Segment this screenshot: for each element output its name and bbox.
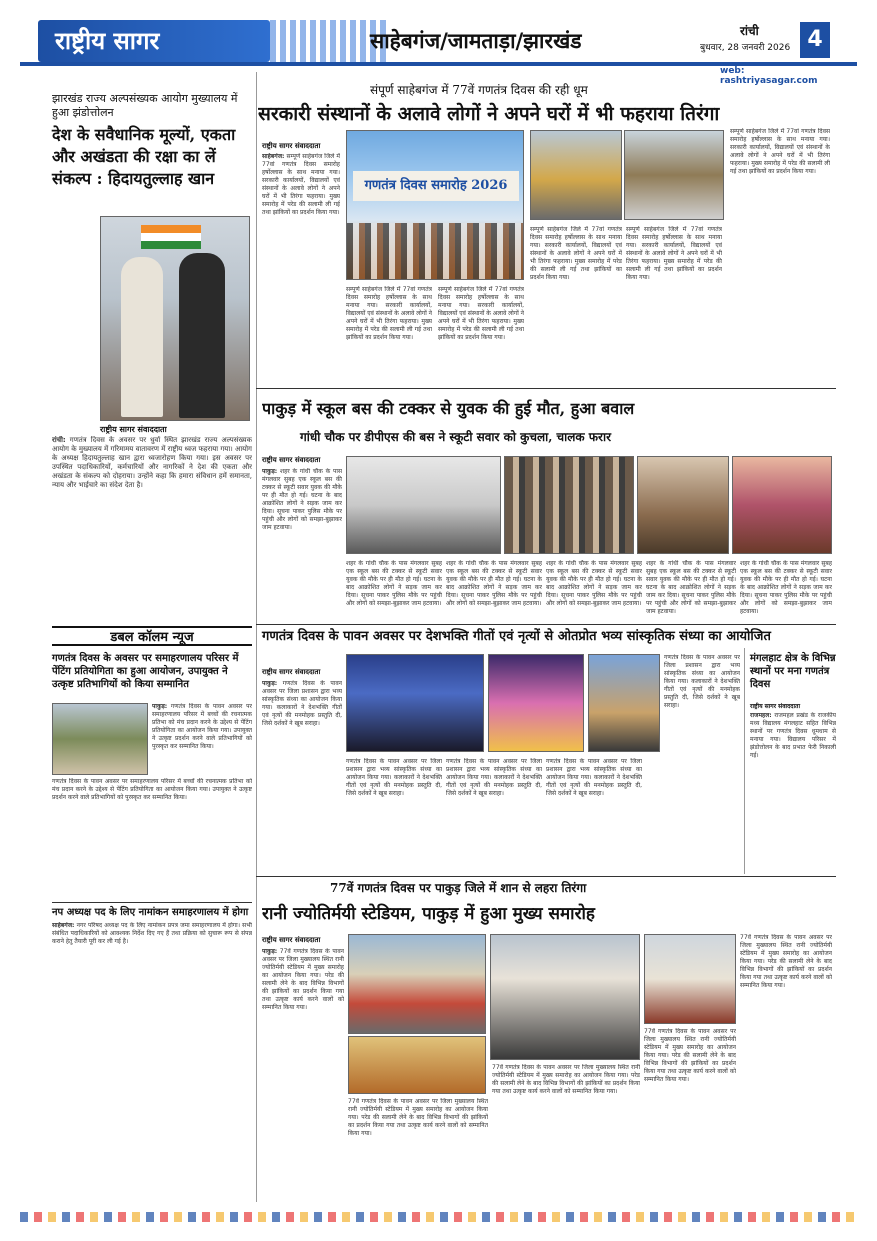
story2-photo-protest [637,456,729,554]
story4-byline: राष्ट्रीय सागर संवाददाता [262,936,321,944]
story3-body-text-3: गणतंत्र दिवस के पावन अवसर पर जिला प्रशासन द्वारा भव्य सांस्कृतिक संध्या का आयोजन किया गया। कलाकारों ने देशभक्ति गीतों एवं नृत्यों की मनमोहक प्रस्तुति दी, जिसे दर्शकों ने खूब सराहा। [446,758,542,797]
story4-body-text-3: 77वें गणतंत्र दिवस के पावन अवसर पर जिला मुख्यालय स्थित रानी ज्योतिर्मयी स्टेडियम में मुख्य समारोह का आयोजन किया गया। परेड की सलामी लेने के बाद विभिन्न विभागों की झांकियों का प्रदर्शन किया गया तथा उत्कृष्ट कार्य करने वालों को सम्मानित किया गया। [492,1064,640,1095]
main-body-col4 [530,226,622,382]
story4-dateline: पाकुड़: [262,948,278,955]
story3-body-text-5: गणतंत्र दिवस के पावन अवसर पर जिला प्रशासन द्वारा भव्य सांस्कृतिक संध्या का आयोजन किया गया। कलाकारों ने देशभक्ति गीतों एवं नृत्यों की मनमोहक प्रस्तुति दी, जिसे दर्शकों ने खूब सराहा। [664,654,740,709]
left-kicker: झारखंड राज्य अल्पसंख्यक आयोग मुख्यालय में हुआ झंडोत्तोलन [52,92,238,119]
story2-body-col3 [446,560,542,620]
dc-item2-body-text: नगर परिषद अध्यक्ष पद के लिए नामांकन प्रपत्र जमा समाहरणालय में होगा। सभी संबंधित पदाधिकारियों को आवश्यक निर्देश दिए गए हैं तथा प्रक्रिया को सुचारू रूप से संपन्न कराने हेतु तैयारी पूरी कर ली गई है। [52,922,252,945]
story4-photo-award [644,934,736,1024]
dc-item1-body [152,703,252,775]
left-photo [100,216,250,421]
story3-byline: राष्ट्रीय सागर संवाददाता [262,668,321,676]
story2-body-col5 [646,560,736,620]
left-body [52,436,252,621]
side-headline: मंगलहाट क्षेत्र के विभिन्न स्थानों पर मना गणतंत्र दिवस [750,653,836,690]
story2-body-text-5: शहर के गांधी चौक के पास मंगलवार सुबह एक स्कूल बस की टक्कर से स्कूटी सवार युवक की मौके पर ही मौत हो गई। घटना के बाद आक्रोशित लोगों ने सड़क जाम कर दिया। सूचना पाकर पुलिस मौके पर पहुंची और लोगों को समझा-बुझाकर जाम हटवाया। [646,560,736,615]
story3-body-text: गणतंत्र दिवस के पावन अवसर पर जिला प्रशासन द्वारा भव्य सांस्कृतिक संध्या का आयोजन किया गया। कलाकारों ने देशभक्ति गीतों एवं नृत्यों की मनमोहक प्रस्तुति दी, जिसे दर्शकों ने खूब सराहा। [262,680,342,727]
left-photo-person-2 [179,253,225,418]
masthead-title: राष्ट्रीय सागर [55,26,160,55]
main-body-text-2: सम्पूर्ण साहेबगंज जिले में 77वां गणतंत्र दिवस समारोह हर्षोल्लास के साथ मनाया गया। सरकारी कार्यालयों, विद्यालयों एवं संस्थानों के अलावे लोगों ने अपने घरों में भी तिरंगा फहराया। मुख्य समारोह में परेड की सलामी ली गई तथा झांकियों का प्रदर्शन किया गया। [346,286,432,341]
side-byline: राष्ट्रीय सागर संवाददाता [750,703,801,710]
story2-body-text-3: शहर के गांधी चौक के पास मंगलवार सुबह एक स्कूल बस की टक्कर से स्कूटी सवार युवक की मौके पर ही मौत हो गई। घटना के बाद आक्रोशित लोगों ने सड़क जाम कर दिया। सूचना पाकर पुलिस मौके पर पहुंची और लोगों को समझा-बुझाकर जाम हटवाया। [446,560,542,607]
main-body-text-3: सम्पूर्ण साहेबगंज जिले में 77वां गणतंत्र दिवस समारोह हर्षोल्लास के साथ मनाया गया। सरकारी कार्यालयों, विद्यालयों एवं संस्थानों के अलावे लोगों ने अपने घरों में भी तिरंगा फहराया। मुख्य समारोह में परेड की सलामी ली गई तथा झांकियों का प्रदर्शन किया गया। [438,286,524,341]
story4-body-col1 [262,948,344,1206]
side-body [750,712,836,872]
dc-item1-body-text-2: गणतंत्र दिवस के पावन अवसर पर समाहरणालय परिसर में बच्चों की रचनात्मक प्रतिभा को मंच प्रदान करने के उद्देश्य से पेंटिंग प्रतियोगिता का आयोजन किया गया। उपायुक्त ने उत्कृष्ट प्रदर्शन करने वाले प्रतिभागियों को पुरस्कृत कर सम्मानित किया। [52,778,252,801]
story4-photo-dignitaries [490,934,640,1060]
main-kicker: संपूर्ण साहेबगंज में 77वें गणतंत्र दिवस की रही धूम [370,83,588,97]
main-photo-stage [346,130,524,280]
story3-photo-dancers [488,654,584,752]
story4-body-text-4: 77वें गणतंत्र दिवस के पावन अवसर पर जिला मुख्यालय स्थित रानी ज्योतिर्मयी स्टेडियम में मुख्य समारोह का आयोजन किया गया। परेड की सलामी लेने के बाद विभिन्न विभागों की झांकियों का प्रदर्शन किया गया तथा उत्कृष्ट कार्य करने वालों को सम्मानित किया गया। [644,1028,736,1083]
story4-photo-tableau [348,1036,486,1094]
main-body-text: सम्पूर्ण साहेबगंज जिले में 77वां गणतंत्र दिवस समारोह हर्षोल्लास के साथ मनाया गया। सरकारी कार्यालयों, विद्यालयों एवं संस्थानों के अलावे लोगों ने अपने घरों में भी तिरंगा फहराया। मुख्य समारोह में परेड की सलामी ली गई तथा झांकियों का प्रदर्शन किया गया। [262,153,340,216]
story2-photo-women [732,456,832,554]
story3-body-col4 [546,758,642,872]
website-link[interactable]: web: rashtriyasagar.com [720,66,818,86]
column-rule-2 [744,648,745,874]
double-column-title: डबल कॉलम न्यूज [52,626,252,646]
story3-photo-officials [588,654,660,752]
footer-pattern [20,1212,857,1222]
story2-byline: राष्ट्रीय सागर संवाददाता [262,456,321,464]
main-photo-parade-vehicle [530,130,622,220]
story2-body-text: शहर के गांधी चौक के पास मंगलवार सुबह एक स्कूल बस की टक्कर से स्कूटी सवार युवक की मौके पर ही मौत हो गई। घटना के बाद आक्रोशित लोगों ने सड़क जाम कर दिया। सूचना पाकर पुलिस मौके पर पहुंची और लोगों को समझा-बुझाकर जाम हटवाया। [262,468,342,531]
left-headline: देश के सवैधानिक मूल्यों, एकता और अखंडता की रक्षा का लें संकल्प : हिदायतुल्लाह खान [52,125,236,188]
edition-city: रांची [740,24,759,38]
story3-headline: गणतंत्र दिवस के पावन अवसर पर देशभक्ति गीतों एवं नृत्यों से ओतप्रोत भव्य सांस्कृतिक संध्या का आयोजित [262,629,771,644]
story-divider-3 [256,876,836,877]
side-dateline: राजमहल: [750,712,772,719]
left-body-text: गणतंत्र दिवस के अवसर पर धुर्वा स्थित झारखंड राज्य अल्पसंख्यक आयोग के मुख्यालय में गरिमामय वातावरण में राष्ट्रीय ध्वज फहराया गया। आयोग के अध्यक्ष हिदायतुल्लाह खान द्वारा ध्वजारोहण किया गया। इस अवसर पर उपस्थित पदाधिकारियों, कर्मचारियों और नागरिकों ने देश की एकता और अखंडता के संकल्प को दोहराया। उन्होंने कहा कि हमारा संविधान हमें समानता, न्याय और भाईचारे का संदेश देता है। [52,436,252,489]
left-photo-caption: राष्ट्रीय सागर संवाददाता [100,425,167,434]
main-dateline: साहेबगंज: [262,153,285,160]
story4-body-col2 [348,1098,488,1206]
main-photo-stage-banner: गणतंत्र दिवस समारोह 2026 [353,171,519,201]
story4-body-col5 [740,934,832,1206]
main-body-text-5: सम्पूर्ण साहेबगंज जिले में 77वां गणतंत्र दिवस समारोह हर्षोल्लास के साथ मनाया गया। सरकारी कार्यालयों, विद्यालयों एवं संस्थानों के अलावे लोगों ने अपने घरों में भी तिरंगा फहराया। मुख्य समारोह में परेड की सलामी ली गई तथा झांकियों का प्रदर्शन किया गया। [626,226,722,281]
story3-body-col2 [346,758,442,872]
story4-body-text-2: 77वें गणतंत्र दिवस के पावन अवसर पर जिला मुख्यालय स्थित रानी ज्योतिर्मयी स्टेडियम में मुख्य समारोह का आयोजन किया गया। परेड की सलामी लेने के बाद विभिन्न विभागों की झांकियों का प्रदर्शन किया गया तथा उत्कृष्ट कार्य करने वालों को सम्मानित किया गया। [348,1098,488,1137]
story2-body-col4 [546,560,642,620]
side-body-text: राजमहल प्रखंड के राजकीय मध्य विद्यालय मंगलहाट सहित विभिन्न स्थानों पर गणतंत्र दिवस धूमधाम से मनाया गया। विद्यालय परिसर में झंडोत्तोलन के बाद प्रभात फेरी निकाली गई। [750,712,836,759]
main-body-text-4: सम्पूर्ण साहेबगंज जिले में 77वां गणतंत्र दिवस समारोह हर्षोल्लास के साथ मनाया गया। सरकारी कार्यालयों, विद्यालयों एवं संस्थानों के अलावे लोगों ने अपने घरों में भी तिरंगा फहराया। मुख्य समारोह में परेड की सलामी ली गई तथा झांकियों का प्रदर्शन किया गया। [530,226,622,281]
section-title: साहेबगंज/जामताड़ा/झारखंड [370,28,582,53]
story-divider-1 [256,388,836,389]
page-number: 4 [800,22,830,58]
dc-item1-body-text: गणतंत्र दिवस के पावन अवसर पर समाहरणालय परिसर में बच्चों की रचनात्मक प्रतिभा को मंच प्रदान करने के उद्देश्य से पेंटिंग प्रतियोगिता का आयोजन किया गया। उपायुक्त ने उत्कृष्ट प्रदर्शन करने वाले प्रतिभागियों को पुरस्कृत कर सम्मानित किया। [152,703,252,750]
main-body-col3 [438,286,524,382]
story2-headline: पाकुड़ में स्कूल बस की टक्कर से युवक की हुई मौत, हुआ बवाल [262,399,635,418]
story4-body-text: 77वें गणतंत्र दिवस के पावन अवसर पर जिला मुख्यालय स्थित रानी ज्योतिर्मयी स्टेडियम में मुख्य समारोह का आयोजन किया गया। परेड की सलामी लेने के बाद विभिन्न विभागों की झांकियों का प्रदर्शन किया गया तथा उत्कृष्ट कार्य करने वालों को सम्मानित किया गया। [262,948,344,1011]
main-body-text-6: सम्पूर्ण साहेबगंज जिले में 77वां गणतंत्र दिवस समारोह हर्षोल्लास के साथ मनाया गया। सरकारी कार्यालयों, विद्यालयों एवं संस्थानों के अलावे लोगों ने अपने घरों में भी तिरंगा फहराया। मुख्य समारोह में परेड की सलामी ली गई तथा झांकियों का प्रदर्शन किया गया। [730,128,830,175]
story2-body-text-4: शहर के गांधी चौक के पास मंगलवार सुबह एक स्कूल बस की टक्कर से स्कूटी सवार युवक की मौके पर ही मौत हो गई। घटना के बाद आक्रोशित लोगों ने सड़क जाम कर दिया। सूचना पाकर पुलिस मौके पर पहुंची और लोगों को समझा-बुझाकर जाम हटवाया। [546,560,642,607]
main-body-col5 [626,226,722,382]
story3-dateline: पाकुड़: [262,680,278,687]
story3-body-col5 [664,654,740,872]
edition-date: बुधवार, 28 जनवरी 2026 [700,43,791,53]
left-dateline: रांची: [52,436,66,444]
story2-subhead: गांधी चौक पर डीपीएस की बस ने स्कूटी सवार को कुचला, चालक फरार [300,430,611,444]
dc-item1-headline: गणतंत्र दिवस के अवसर पर समाहरणालय परिसर में पेंटिंग प्रतियोगिता का हुआ आयोजन, उपायुक्त ने उत्कृष्ट प्रतिभागियों को किया सम्मानित [52,653,239,690]
main-body-col1 [262,153,340,381]
dc-item2-body [52,922,252,1207]
story4-photo-parade [348,934,486,1034]
left-photo-person-1 [121,257,163,417]
story3-body-col1 [262,680,342,872]
main-byline: राष्ट्रीय सागर संवाददाता [262,142,321,150]
dc-divider [52,902,252,903]
left-photo-flag [141,225,201,249]
story3-body-col3 [446,758,542,872]
column-rule-1 [256,72,257,1202]
story3-body-text-4: गणतंत्र दिवस के पावन अवसर पर जिला प्रशासन द्वारा भव्य सांस्कृतिक संध्या का आयोजन किया गया। कलाकारों ने देशभक्ति गीतों एवं नृत्यों की मनमोहक प्रस्तुति दी, जिसे दर्शकों ने खूब सराहा। [546,758,642,797]
story3-photo-stage [346,654,484,752]
main-body-col2 [346,286,432,382]
story4-body-text-5: 77वें गणतंत्र दिवस के पावन अवसर पर जिला मुख्यालय स्थित रानी ज्योतिर्मयी स्टेडियम में मुख्य समारोह का आयोजन किया गया। परेड की सलामी लेने के बाद विभिन्न विभागों की झांकियों का प्रदर्शन किया गया तथा उत्कृष्ट कार्य करने वालों को सम्मानित किया गया। [740,934,832,989]
story2-body-col2 [346,560,442,620]
story2-body-text-2: शहर के गांधी चौक के पास मंगलवार सुबह एक स्कूल बस की टक्कर से स्कूटी सवार युवक की मौके पर ही मौत हो गई। घटना के बाद आक्रोशित लोगों ने सड़क जाम कर दिया। सूचना पाकर पुलिस मौके पर पहुंची और लोगों को समझा-बुझाकर जाम हटवाया। [346,560,442,607]
dc-item2-dateline: साहेबगंज: [52,922,75,929]
dc-item1-dateline: पाकुड़: [152,703,168,710]
story2-body-text-6: शहर के गांधी चौक के पास मंगलवार सुबह एक स्कूल बस की टक्कर से स्कूटी सवार युवक की मौके पर ही मौत हो गई। घटना के बाद आक्रोशित लोगों ने सड़क जाम कर दिया। सूचना पाकर पुलिस मौके पर पहुंची और लोगों को समझा-बुझाकर जाम हटवाया। [740,560,832,615]
story4-body-col3 [492,1064,640,1206]
dc-item1-photo [52,703,148,775]
story2-dateline: पाकुड़: [262,468,278,475]
story4-headline: रानी ज्योतिर्मयी स्टेडियम, पाकुड़ में हुआ मुख्य समारोह [262,904,595,924]
main-photo-parade-march [624,130,724,220]
main-photo-crowd [347,223,524,280]
main-headline: सरकारी संस्थानों के अलावे लोगों ने अपने घरों में भी फहराया तिरंगा [258,103,720,125]
dc-item1-body-cont [52,778,252,900]
story2-photo-bus [346,456,501,554]
story4-body-col4 [644,1028,736,1206]
story-divider-2 [256,624,836,625]
story2-photo-crowd [504,456,634,554]
main-body-col6 [730,128,830,383]
header-rule [20,62,857,66]
story4-kicker: 77वें गणतंत्र दिवस पर पाकुड़ जिले में शान से लहरा तिरंगा [330,881,587,895]
dc-item2-headline: नप अध्यक्ष पद के लिए नामांकन समाहरणालय में होगा [52,907,249,918]
story3-body-text-2: गणतंत्र दिवस के पावन अवसर पर जिला प्रशासन द्वारा भव्य सांस्कृतिक संध्या का आयोजन किया गया। कलाकारों ने देशभक्ति गीतों एवं नृत्यों की मनमोहक प्रस्तुति दी, जिसे दर्शकों ने खूब सराहा। [346,758,442,797]
story2-body-col1 [262,468,342,620]
story2-body-col6 [740,560,832,620]
